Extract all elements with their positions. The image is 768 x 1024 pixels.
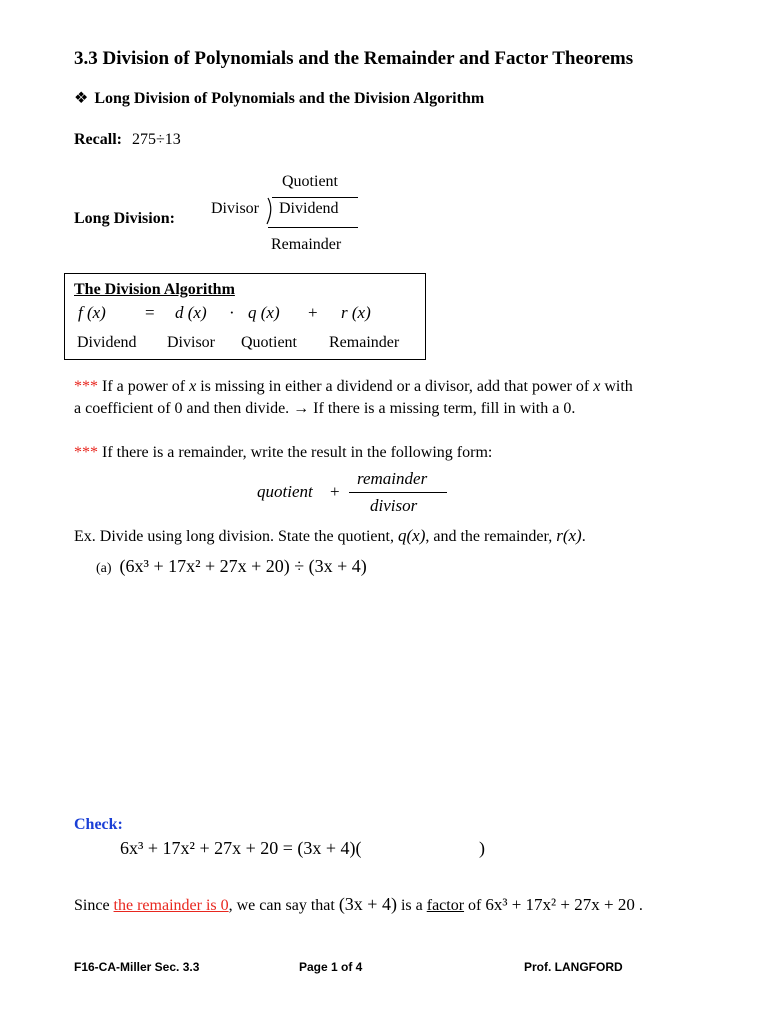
since-text: .: [634, 897, 643, 914]
note-text: is missing in either a dividend or a divisor, add that power of: [196, 378, 594, 395]
note-stars: ***: [74, 444, 98, 461]
remainder-zero-highlight: the remainder is 0: [113, 897, 229, 914]
form-denominator: divisor: [370, 496, 418, 515]
note-text: If there is a remainder, write the result in the following form:: [98, 444, 493, 461]
algo-label-dividend: Dividend: [77, 334, 137, 351]
recall-label: Recall:: [74, 131, 122, 148]
since-text: Since: [74, 897, 114, 914]
example-text: Ex. Divide using long division. State the quotient,: [74, 528, 398, 545]
algo-dot: ·: [229, 303, 235, 322]
algo-plus: +: [308, 303, 318, 322]
factor-conclusion: [74, 894, 643, 915]
note-missing-power-line2: a coefficient of 0 and then divide. → If there is a missing term, fill in with a 0.: [74, 400, 576, 417]
division-bar-top: [272, 197, 358, 198]
algo-r: r (x): [341, 303, 371, 322]
section-heading: [74, 88, 484, 108]
note-var: x: [189, 378, 197, 395]
footer-page-number: Page 1 of 4: [299, 960, 363, 974]
form-quotient: quotient: [257, 482, 313, 501]
algo-label-divisor: Divisor: [167, 334, 215, 351]
example-q: q(x): [397, 526, 426, 545]
example-part-a: [96, 556, 367, 577]
long-division-remainder: Remainder: [271, 236, 342, 253]
algo-f: f (x): [78, 303, 106, 322]
form-numerator: remainder: [357, 469, 428, 488]
section-heading-text: Long Division of Polynomials and the Division Algorithm: [94, 90, 485, 107]
division-bar-bottom: [268, 227, 358, 228]
part-a-label: (a): [96, 561, 112, 576]
since-text: , we can say that: [228, 897, 339, 914]
note-text: with: [600, 378, 633, 395]
algo-q: q (x): [248, 303, 280, 322]
factor-polynomial: 6x³ + 17x² + 27x + 20: [485, 895, 635, 914]
long-division-dividend: Dividend: [279, 200, 339, 217]
since-text: is a: [396, 897, 427, 914]
algo-label-remainder: Remainder: [329, 334, 400, 351]
division-algorithm-title: The Division Algorithm: [74, 281, 235, 298]
footer-instructor: Prof. LANGFORD: [524, 960, 623, 974]
example-r: r(x): [556, 526, 582, 545]
recall-expression: 275÷13: [131, 131, 181, 148]
division-bracket: [264, 197, 276, 225]
note-text: If a power of: [98, 378, 190, 395]
algo-equals: =: [145, 303, 155, 322]
note-remainder-form: [74, 444, 492, 462]
long-division-label: Long Division:: [74, 210, 175, 227]
check-close-paren: ): [479, 838, 485, 858]
note-var: x: [593, 378, 601, 395]
check-label: Check:: [74, 816, 123, 833]
form-fraction-bar: [349, 492, 447, 493]
factor-expression: (3x + 4): [338, 894, 397, 914]
part-a-expression: (6x³ + 17x² + 27x + 20) ÷ (3x + 4): [119, 556, 367, 576]
example-instructions: [74, 526, 586, 546]
footer-course: F16-CA-Miller Sec. 3.3: [74, 960, 200, 974]
recall-line: [74, 131, 181, 149]
long-division-quotient: Quotient: [282, 173, 338, 190]
example-text: .: [581, 528, 586, 545]
since-text: of: [464, 897, 486, 914]
example-text: , and the remainder,: [425, 528, 557, 545]
algo-d: d (x): [175, 303, 207, 322]
page-title: 3.3 Division of Polynomials and the Remainder and Factor Theorems: [74, 48, 634, 69]
factor-word: factor: [426, 897, 465, 914]
note-missing-power-line1: [74, 378, 633, 396]
note-stars: ***: [74, 378, 98, 395]
long-division-divisor: Divisor: [211, 200, 259, 217]
check-equation: 6x³ + 17x² + 27x + 20 = (3x + 4)(: [120, 838, 362, 858]
form-plus: +: [330, 482, 340, 501]
algo-label-quotient: Quotient: [241, 334, 297, 351]
diamond-bullet-icon: ❖: [74, 90, 89, 107]
